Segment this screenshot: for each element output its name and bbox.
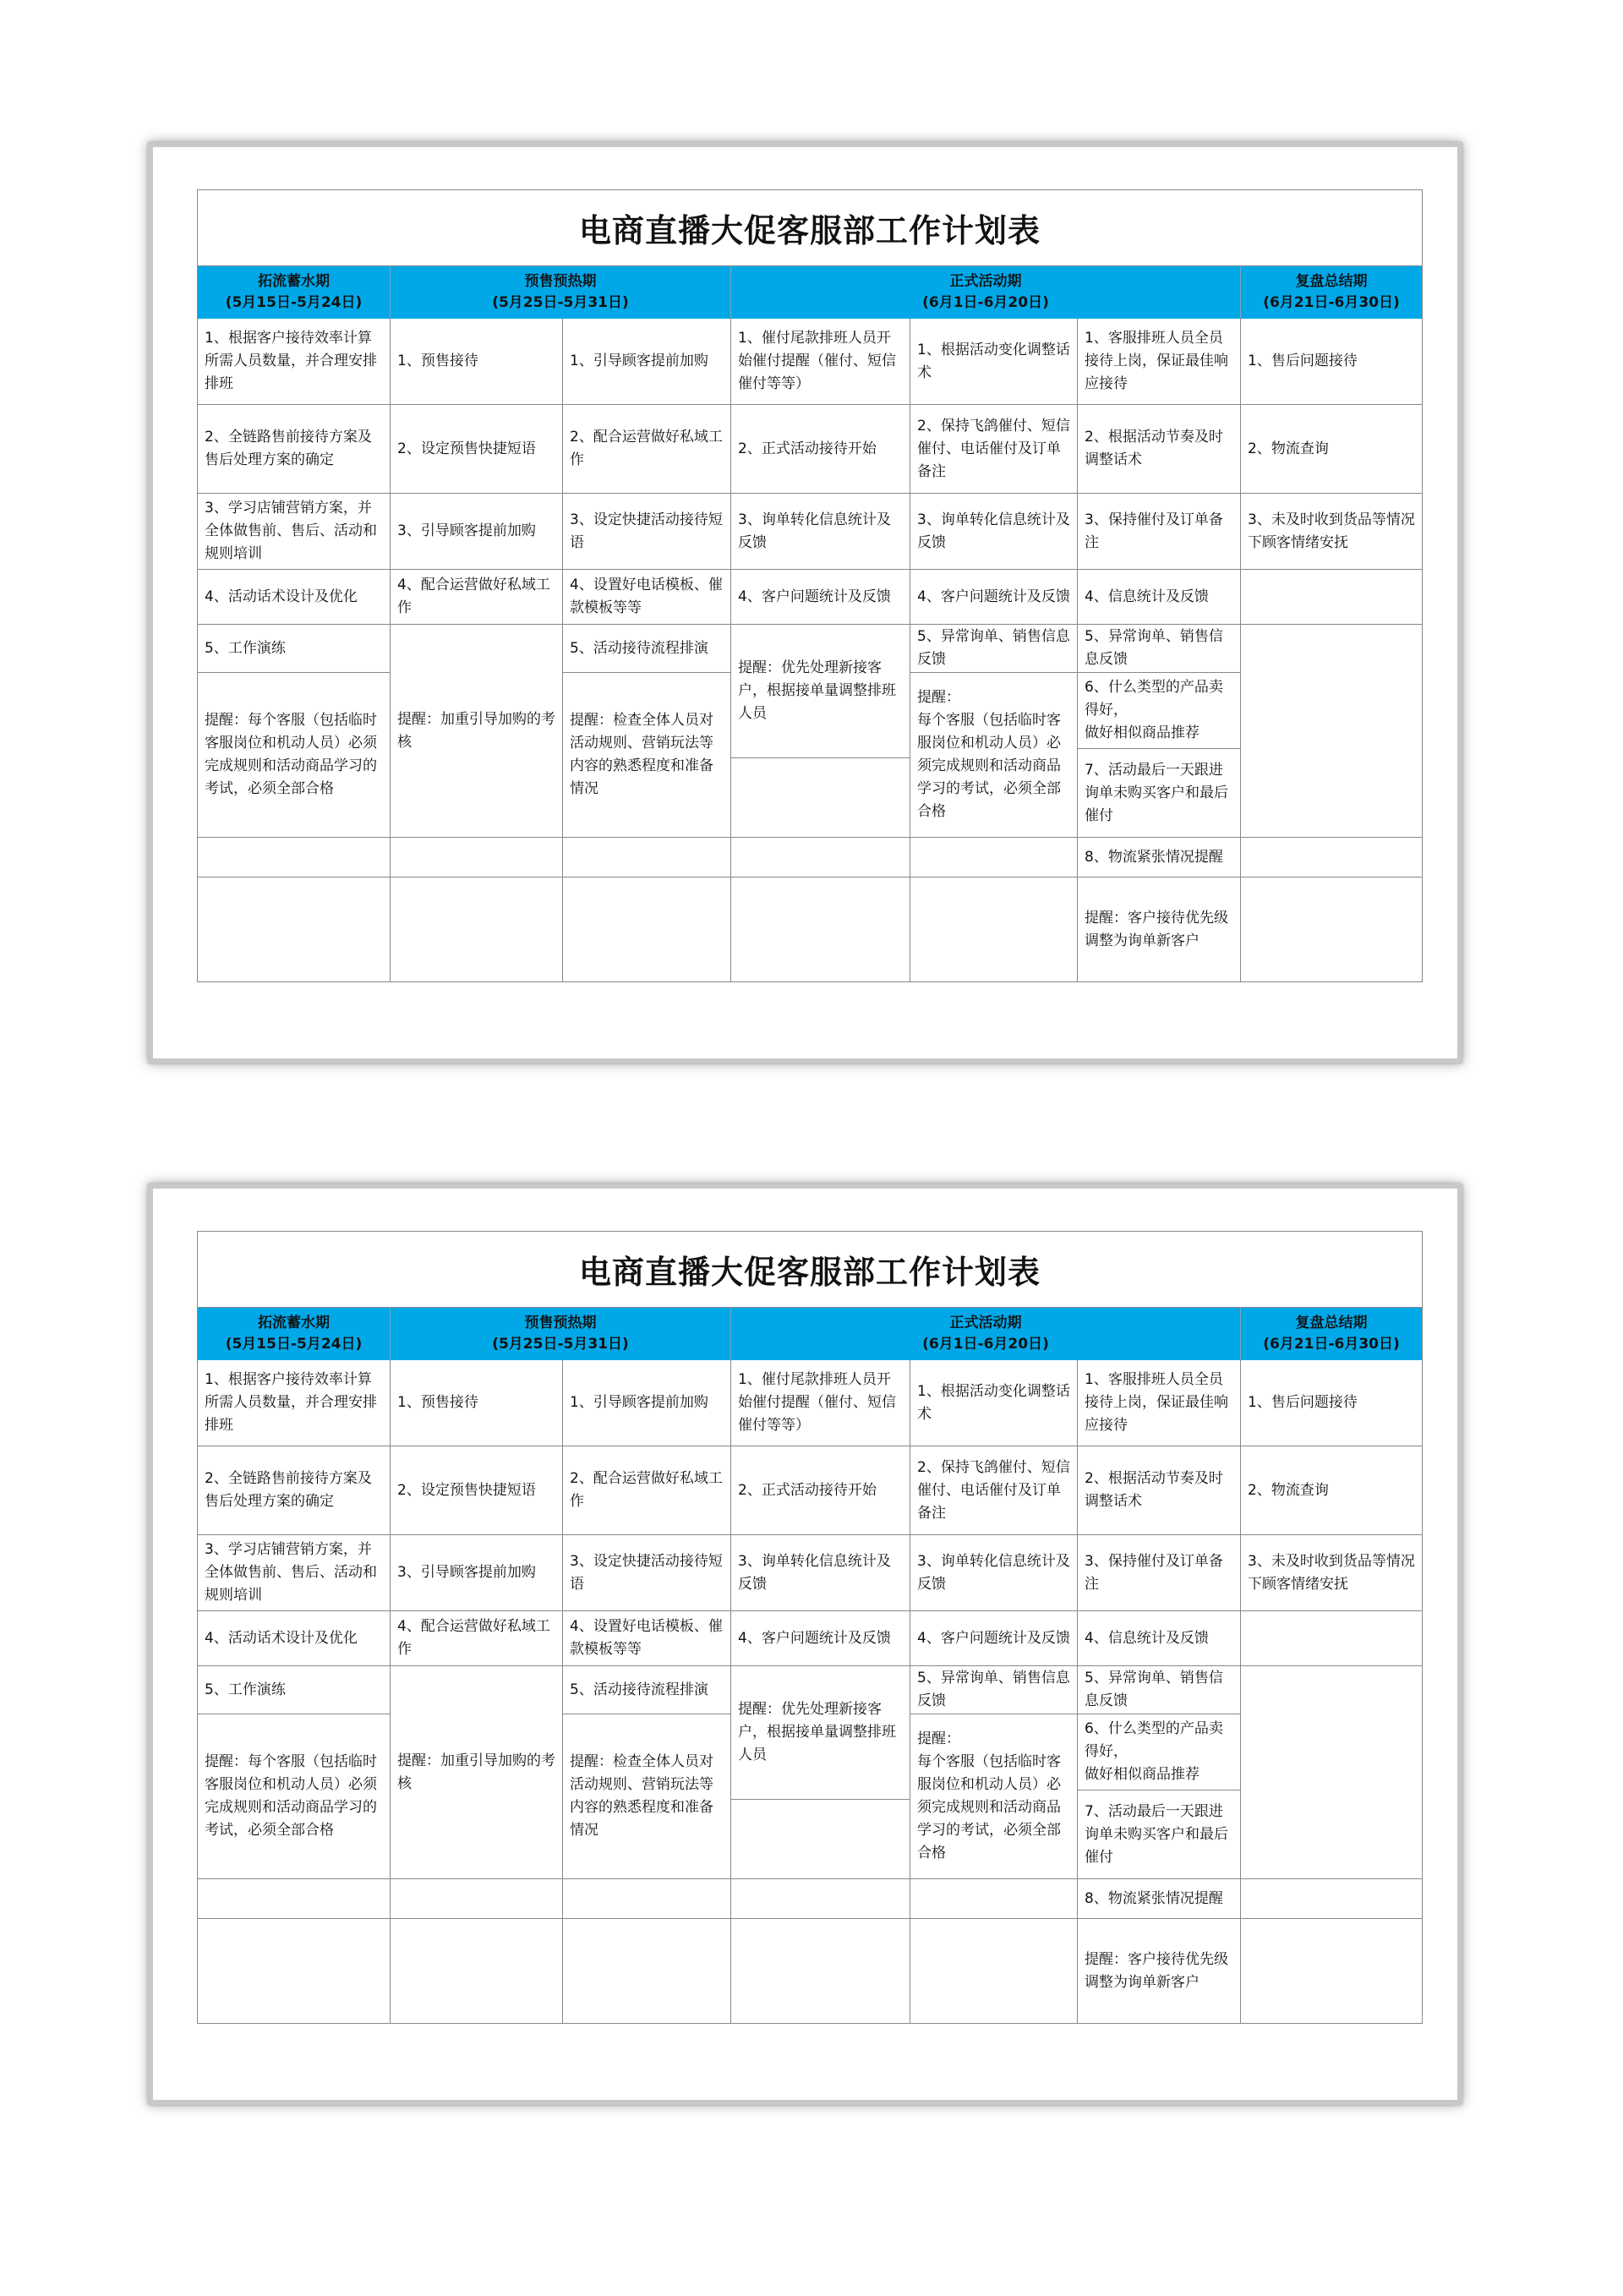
phase-header-3 (731, 1308, 1241, 1360)
table-cell: 提醒：客户接待优先级调整为询单新客户 (1078, 877, 1241, 981)
table-cell: 3、未及时收到货品等情况下顾客情绪安抚 (1241, 1535, 1422, 1611)
table-cell (1241, 877, 1422, 981)
table-cell: 4、设置好电话模板、催款模板等等 (563, 570, 731, 625)
table-cell: 2、物流查询 (1241, 405, 1422, 494)
table-cell (1241, 625, 1422, 838)
table-cell (391, 838, 563, 877)
table-cell: 1、售后问题接待 (1241, 1360, 1422, 1446)
table-cell: 1、根据活动变化调整话术 (910, 319, 1078, 405)
table-cell: 1、根据活动变化调整话术 (910, 1360, 1078, 1446)
table-cell: 4、活动话术设计及优化 (198, 570, 391, 625)
table-cell: 提醒：优先处理新接客户，根据接单量调整排班人员 (731, 1666, 910, 1800)
table-cell: 1、售后问题接待 (1241, 319, 1422, 405)
table-cell (563, 1919, 731, 2023)
phase-name: 预售预热期 (524, 273, 597, 290)
table-cell: 4、配合运营做好私域工作 (391, 570, 563, 625)
table-cell: 提醒：检查全体人员对活动规则、营销玩法等内容的熟悉程度和准备情况 (563, 673, 731, 838)
table-cell (731, 1919, 910, 2023)
table-cell: 提醒：检查全体人员对活动规则、营销玩法等内容的熟悉程度和准备情况 (563, 1714, 731, 1879)
table-cell (910, 1919, 1078, 2023)
table-cell: 2、保持飞鸽催付、短信催付、电话催付及订单备注 (910, 405, 1078, 494)
table-cell (391, 1879, 563, 1919)
table-cell: 5、异常询单、销售信息反馈 (1078, 1666, 1241, 1714)
table-cell (910, 1879, 1078, 1919)
phase-dates: (5月15日-5月24日) (225, 1336, 363, 1353)
table-cell (1241, 1611, 1422, 1666)
phase-name: 拓流蓄水期 (258, 273, 330, 290)
plan-table (197, 1231, 1423, 2024)
table-cell: 3、保持催付及订单备注 (1078, 494, 1241, 570)
table-cell (1241, 838, 1422, 877)
table-cell (563, 877, 731, 981)
table-cell: 3、设定快捷活动接待短语 (563, 494, 731, 570)
table-cell: 提醒：客户接待优先级调整为询单新客户 (1078, 1919, 1241, 2023)
page-2 (148, 1184, 1462, 2105)
table-cell: 6、什么类型的产品卖得好， 做好相似商品推荐 (1078, 673, 1241, 749)
table-cell (198, 1879, 391, 1919)
table-cell: 3、未及时收到货品等情况下顾客情绪安抚 (1241, 494, 1422, 570)
phase-name: 正式活动期 (949, 1315, 1022, 1331)
phase-dates: (6月1日-6月20日) (922, 1336, 1049, 1353)
phase-header-2 (391, 266, 731, 319)
phase-header-1 (198, 266, 391, 319)
table-cell: 1、预售接待 (391, 319, 563, 405)
phase-dates: (5月25日-5月31日) (492, 1336, 629, 1353)
table-cell: 4、客户问题统计及反馈 (731, 1611, 910, 1666)
table-cell: 3、询单转化信息统计及反馈 (731, 1535, 910, 1611)
table-cell (563, 1879, 731, 1919)
table-cell: 提醒：加重引导加购的考核 (391, 1666, 563, 1879)
table-title: 电商直播大促客服部工作计划表 (198, 1232, 1422, 1308)
table-cell (1241, 1879, 1422, 1919)
phase-header-1 (198, 1308, 391, 1360)
table-cell: 提醒：优先处理新接客户，根据接单量调整排班人员 (731, 625, 910, 758)
table-cell: 4、客户问题统计及反馈 (731, 570, 910, 625)
table-cell: 5、异常询单、销售信息反馈 (910, 1666, 1078, 1714)
table-cell: 2、物流查询 (1241, 1446, 1422, 1535)
table-cell: 4、设置好电话模板、催款模板等等 (563, 1611, 731, 1666)
phase-name: 拓流蓄水期 (258, 1315, 330, 1331)
table-cell: 1、预售接待 (391, 1360, 563, 1446)
phase-header-3 (731, 266, 1241, 319)
table-cell: 2、全链路售前接待方案及售后处理方案的确定 (198, 405, 391, 494)
phase-dates: (6月21日-6月30日) (1263, 294, 1400, 311)
phase-name: 预售预热期 (524, 1315, 597, 1331)
table-cell: 提醒：每个客服（包括临时客服岗位和机动人员）必须完成规则和活动商品学习的考试，必须全部合格 (198, 673, 391, 838)
phase-dates: (6月21日-6月30日) (1263, 1336, 1400, 1353)
table-cell: 2、保持飞鸽催付、短信催付、电话催付及订单备注 (910, 1446, 1078, 1535)
table-cell: 4、信息统计及反馈 (1078, 570, 1241, 625)
table-cell (731, 838, 910, 877)
table-cell (731, 1800, 910, 1879)
table-cell: 4、信息统计及反馈 (1078, 1611, 1241, 1666)
page-1 (148, 142, 1462, 1063)
table-cell: 1、根据客户接待效率计算所需人员数量，并合理安排排班 (198, 319, 391, 405)
table-cell: 3、询单转化信息统计及反馈 (910, 1535, 1078, 1611)
table-cell: 6、什么类型的产品卖得好， 做好相似商品推荐 (1078, 1714, 1241, 1790)
table-cell: 2、根据活动节奏及时调整话术 (1078, 1446, 1241, 1535)
table-cell (563, 838, 731, 877)
table-cell (391, 877, 563, 981)
phase-header-4 (1241, 266, 1422, 319)
table-cell: 1、催付尾款排班人员开始催付提醒（催付、短信催付等等） (731, 319, 910, 405)
phase-header-4 (1241, 1308, 1422, 1360)
table-cell (198, 838, 391, 877)
table-cell: 7、活动最后一天跟进询单未购买客户和最后催付 (1078, 1790, 1241, 1879)
table-cell: 5、异常询单、销售信息反馈 (910, 625, 1078, 673)
table-cell (1241, 1919, 1422, 2023)
table-cell: 3、学习店铺营销方案，并全体做售前、售后、活动和规则培训 (198, 494, 391, 570)
table-cell (198, 877, 391, 981)
table-cell (731, 877, 910, 981)
table-cell: 8、物流紧张情况提醒 (1078, 838, 1241, 877)
phase-header-2 (391, 1308, 731, 1360)
table-cell: 5、工作演练 (198, 625, 391, 673)
phase-dates: (6月1日-6月20日) (922, 294, 1049, 311)
table-cell (731, 1879, 910, 1919)
table-cell: 2、设定预售快捷短语 (391, 405, 563, 494)
table-cell: 2、配合运营做好私域工作 (563, 1446, 731, 1535)
table-cell (391, 1919, 563, 2023)
table-cell (910, 877, 1078, 981)
table-cell: 8、物流紧张情况提醒 (1078, 1879, 1241, 1919)
table-cell: 提醒：每个客服（包括临时客服岗位和机动人员）必须完成规则和活动商品学习的考试，必须全部合格 (198, 1714, 391, 1879)
table-cell: 2、配合运营做好私域工作 (563, 405, 731, 494)
table-cell: 1、根据客户接待效率计算所需人员数量，并合理安排排班 (198, 1360, 391, 1446)
table-cell (1241, 1666, 1422, 1879)
table-cell: 3、引导顾客提前加购 (391, 1535, 563, 1611)
table-cell: 1、客服排班人员全员接待上岗，保证最佳响应接待 (1078, 319, 1241, 405)
table-cell: 4、活动话术设计及优化 (198, 1611, 391, 1666)
table-cell: 1、引导顾客提前加购 (563, 319, 731, 405)
table-cell: 提醒：加重引导加购的考核 (391, 625, 563, 838)
table-cell: 5、工作演练 (198, 1666, 391, 1714)
table-cell: 1、引导顾客提前加购 (563, 1360, 731, 1446)
table-title: 电商直播大促客服部工作计划表 (198, 190, 1422, 266)
table-cell: 2、全链路售前接待方案及售后处理方案的确定 (198, 1446, 391, 1535)
table-cell: 提醒： 每个客服（包括临时客服岗位和机动人员）必须完成规则和活动商品学习的考试，必须全部合格 (910, 1714, 1078, 1879)
phase-name: 正式活动期 (949, 273, 1022, 290)
table-cell: 7、活动最后一天跟进询单未购买客户和最后催付 (1078, 749, 1241, 838)
table-cell: 3、保持催付及订单备注 (1078, 1535, 1241, 1611)
phase-dates: (5月25日-5月31日) (492, 294, 629, 311)
table-cell: 提醒： 每个客服（包括临时客服岗位和机动人员）必须完成规则和活动商品学习的考试，必须全部合格 (910, 673, 1078, 838)
table-cell: 2、正式活动接待开始 (731, 405, 910, 494)
table-cell: 1、催付尾款排班人员开始催付提醒（催付、短信催付等等） (731, 1360, 910, 1446)
table-cell: 4、配合运营做好私域工作 (391, 1611, 563, 1666)
table-cell: 4、客户问题统计及反馈 (910, 1611, 1078, 1666)
phase-dates: (5月15日-5月24日) (225, 294, 363, 311)
table-cell: 5、活动接待流程排演 (563, 625, 731, 673)
table-cell: 2、设定预售快捷短语 (391, 1446, 563, 1535)
table-cell: 3、引导顾客提前加购 (391, 494, 563, 570)
table-cell: 4、客户问题统计及反馈 (910, 570, 1078, 625)
table-cell (731, 758, 910, 838)
table-cell: 3、学习店铺营销方案，并全体做售前、售后、活动和规则培训 (198, 1535, 391, 1611)
table-cell: 3、询单转化信息统计及反馈 (910, 494, 1078, 570)
phase-name: 复盘总结期 (1295, 273, 1368, 290)
plan-table (197, 189, 1423, 982)
table-cell (198, 1919, 391, 2023)
table-cell: 5、异常询单、销售信息反馈 (1078, 625, 1241, 673)
table-cell: 2、根据活动节奏及时调整话术 (1078, 405, 1241, 494)
table-cell: 3、询单转化信息统计及反馈 (731, 494, 910, 570)
table-cell (1241, 570, 1422, 625)
table-cell: 3、设定快捷活动接待短语 (563, 1535, 731, 1611)
phase-name: 复盘总结期 (1295, 1315, 1368, 1331)
table-cell: 2、正式活动接待开始 (731, 1446, 910, 1535)
table-cell: 5、活动接待流程排演 (563, 1666, 731, 1714)
table-cell: 1、客服排班人员全员接待上岗，保证最佳响应接待 (1078, 1360, 1241, 1446)
table-cell (910, 838, 1078, 877)
